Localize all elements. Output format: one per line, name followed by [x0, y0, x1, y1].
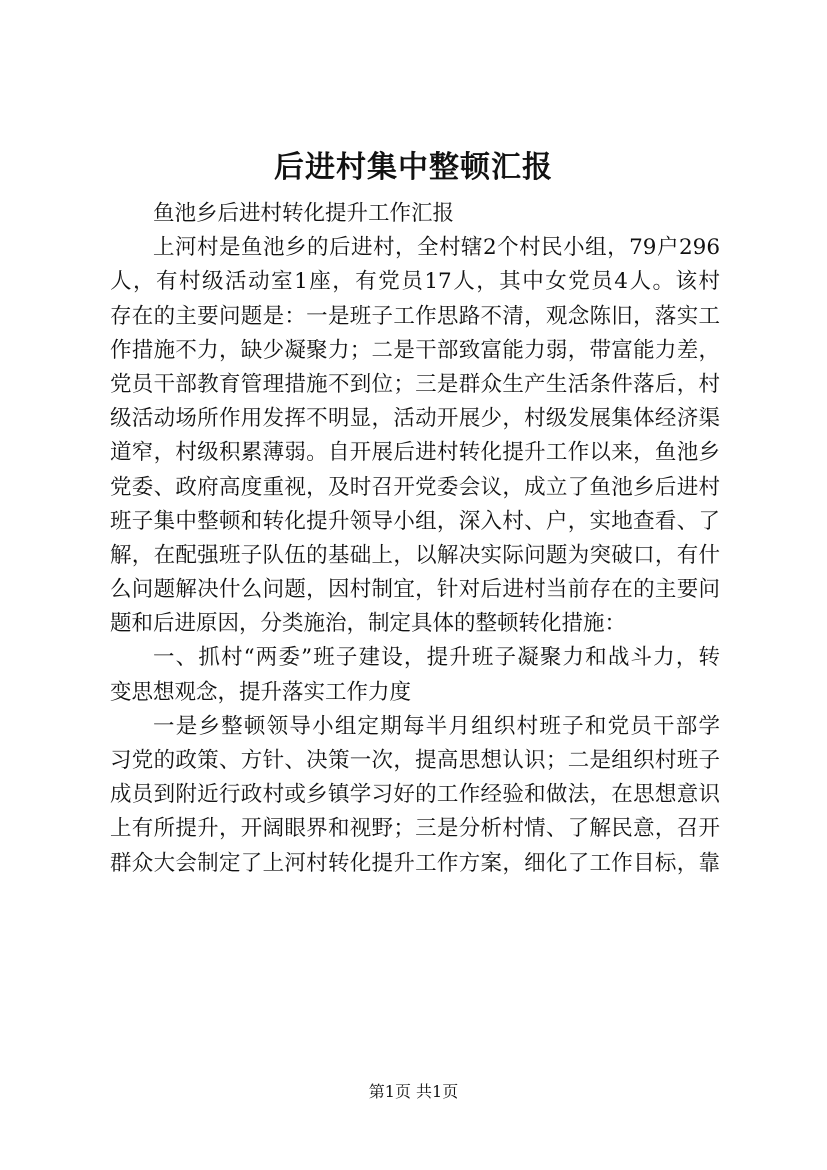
paragraph-line: 人，有村级活动室1座，有党员17人，其中女党员4人。该村 [110, 269, 720, 295]
paragraph-line: 习党的政策、方针、决策一次，提高思想认识；二是组织村班子 [110, 748, 720, 773]
paragraph-line: 题和后进原因，分类施治，制定具体的整顿转化措施： [110, 611, 627, 637]
document-body [110, 197, 720, 881]
paragraph-line: 党员干部教育管理措施不到位；三是群众生产生活条件落后，村 [110, 371, 720, 397]
paragraph-line: 变思想观念，提升落实工作力度 [110, 679, 412, 705]
paragraph-line: 上河村是鱼池乡的后进村，全村辖2个村民小组，79户296 [153, 235, 720, 261]
paragraph-line: 一是乡整顿领导小组定期每半月组织村班子和党员干部学 [153, 713, 720, 739]
paragraph-line: 么问题解决什么问题，因村制宜，针对后进村当前存在的主要问 [110, 577, 720, 603]
paragraph-line: 党委、政府高度重视，及时召开党委会议，成立了鱼池乡后进村 [110, 474, 720, 500]
paragraph-line: 道窄，村级积累薄弱。自开展后进村转化提升工作以来，鱼池乡 [110, 440, 720, 466]
paragraph-line: 上有所提升，开阔眼界和视野；三是分析村情、了解民意，召开 [110, 816, 720, 842]
paragraph-line: 一、抓村“两委”班子建设，提升班子凝聚力和战斗力，转 [153, 645, 720, 671]
page-footer: 第1页 共1页 [368, 1082, 459, 1101]
paragraph-line: 解，在配强班子队伍的基础上，以解决实际问题为突破口，有什 [110, 542, 720, 568]
paragraph-line: 班子集中整顿和转化提升领导小组，深入村、户，实地查看、了 [110, 508, 720, 534]
paragraph-line: 群众大会制定了上河村转化提升工作方案，细化了工作目标，靠 [110, 850, 720, 876]
paragraph-line: 存在的主要问题是：一是班子工作思路不清，观念陈旧，落实工 [110, 303, 720, 329]
paragraph-line: 作措施不力，缺少凝聚力；二是干部致富能力弱，带富能力差， [110, 337, 720, 363]
subtitle-line: 鱼池乡后进村转化提升工作汇报 [153, 201, 455, 226]
paragraph-line: 级活动场所作用发挥不明显，活动开展少，村级发展集体经济渠 [110, 406, 720, 432]
document-title: 后进村集中整顿汇报 [274, 150, 553, 185]
paragraph-line: 成员到附近行政村或乡镇学习好的工作经验和做法，在思想意识 [110, 782, 720, 808]
